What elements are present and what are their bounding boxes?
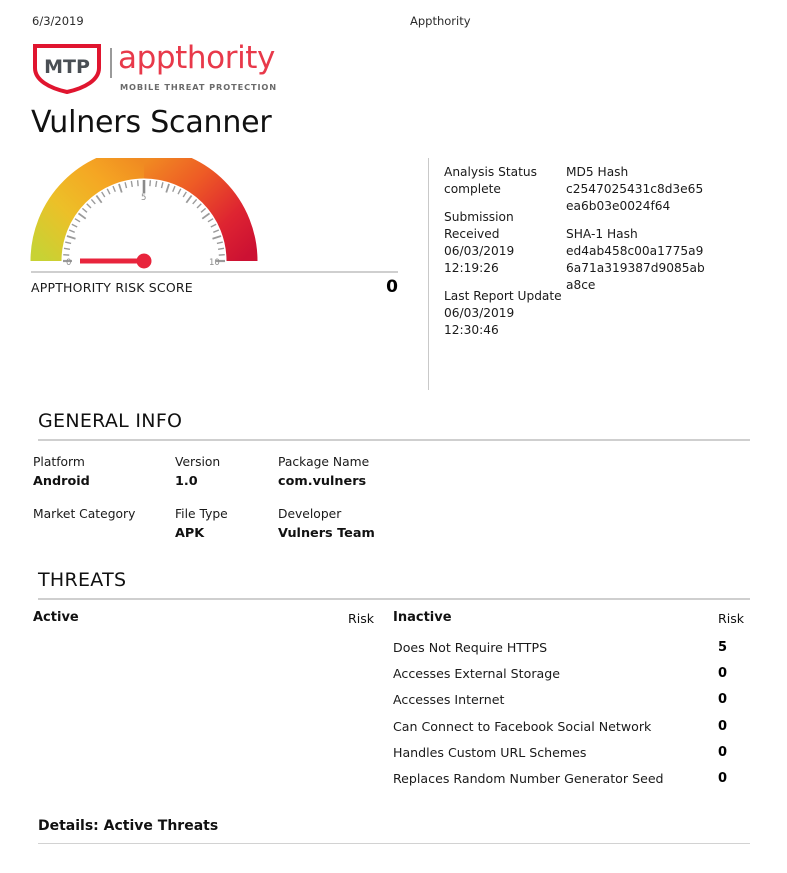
threat-name: Accesses Internet [393,692,505,708]
threats-inactive-list [38,640,750,797]
table-row [38,745,750,771]
meta-label-analysis-status: Analysis Status [444,165,537,179]
threat-risk-value: 0 [718,770,728,786]
gi-key-file-type: File Type [175,507,228,521]
appthority-logo [30,42,290,98]
risk-score-row [31,271,398,297]
risk-score-label: APPTHORITY RISK SCORE [31,280,193,295]
gauge-max-label: 10 [209,258,220,268]
meta-label-sha1-hash: SHA-1 Hash [566,227,638,241]
general-info-cell [33,504,135,524]
gauge-min-label: 0 [66,258,72,268]
details-section [38,818,750,844]
brand-tagline: MOBILE THREAT PROTECTION [120,82,278,92]
meta-spacer [444,277,564,288]
threats-risk-header-right: Risk [718,611,745,626]
page-title: Vulners Scanner [31,105,272,140]
general-info-cell [175,504,228,544]
general-info-grid [33,452,750,556]
meta-column-right [566,164,706,294]
general-info-cell [278,452,369,492]
panel-divider [428,158,429,390]
threat-risk-value: 0 [718,744,728,760]
gi-key-platform: Platform [33,455,85,469]
threat-risk-value: 5 [718,640,728,655]
meta-label-md5-hash: MD5 Hash [566,165,629,179]
general-info-cell [33,452,90,492]
gauge-mid-label: 5 [141,193,147,203]
gauge-needle [80,254,152,269]
threat-risk-value: 0 [718,692,728,708]
meta-value-submission-received: 06/03/2019 12:19:26 [444,244,515,275]
gi-key-developer: Developer [278,507,342,521]
threats-active-header: Active [33,610,79,625]
risk-score-value: 0 [386,277,398,297]
table-row [38,640,750,666]
gi-value-developer: Vulners Team [278,526,375,541]
meta-spacer [444,198,564,209]
meta-value-analysis-status: complete [444,182,501,196]
details-heading: Details: Active Threats [38,818,219,834]
details-rule [38,843,750,844]
svg-text:MTP: MTP [44,56,90,78]
threat-risk-value: 0 [718,718,728,734]
threat-name: Replaces Random Number Generator Seed [393,770,664,786]
general-info-row [33,452,750,504]
meta-value-last-report-update: 06/03/2019 12:30:46 [444,306,515,337]
meta-label-last-report-update: Last Report Update [444,289,562,303]
general-info-rule [38,439,750,441]
threats-rule [38,598,750,600]
gi-value-platform: Android [33,474,90,489]
general-info-section [33,410,750,556]
threat-name: Handles Custom URL Schemes [393,744,587,760]
general-info-cell [278,504,375,544]
gi-key-version: Version [175,455,221,469]
risk-score-gauge [30,158,405,270]
print-date: 6/3/2019 [32,14,84,28]
threat-name: Can Connect to Facebook Social Network [393,718,652,734]
meta-label-submission-received: Submission Received [444,210,514,241]
general-info-row [33,504,750,556]
meta-spacer [566,215,706,226]
threats-table-header [33,610,750,640]
threats-section [33,569,750,797]
table-row [38,692,750,718]
gauge-svg [30,158,405,270]
threats-inactive-header: Inactive [393,610,452,625]
threat-name: Does Not Require HTTPS [393,640,548,655]
meta-value-sha1-hash: ed4ab458c00a1775a96a71a319387d9085aba8ce [566,244,705,292]
print-header [0,14,787,30]
threats-risk-header-left: Risk [348,611,375,626]
gi-key-market-category: Market Category [33,507,136,521]
general-info-cell [175,452,220,492]
mtp-shield-icon [30,42,104,94]
gi-key-package-name: Package Name [278,455,370,469]
gi-value-file-type: APK [175,526,205,541]
appthority-wordmark: appthority [118,40,275,76]
table-row [38,719,750,745]
meta-value-md5-hash: c2547025431c8d3e65ea6b03e0024f64 [566,182,704,213]
print-title: Appthority [410,14,471,28]
logo-divider [110,48,112,78]
gi-value-package-name: com.vulners [278,474,367,489]
table-row [38,666,750,692]
threat-risk-value: 0 [718,666,728,682]
gi-value-version: 1.0 [175,474,198,489]
threat-name: Accesses External Storage [393,666,560,682]
threats-heading: THREATS [38,569,127,591]
table-row [38,771,750,797]
meta-column-left [444,164,564,339]
general-info-heading: GENERAL INFO [38,410,183,432]
